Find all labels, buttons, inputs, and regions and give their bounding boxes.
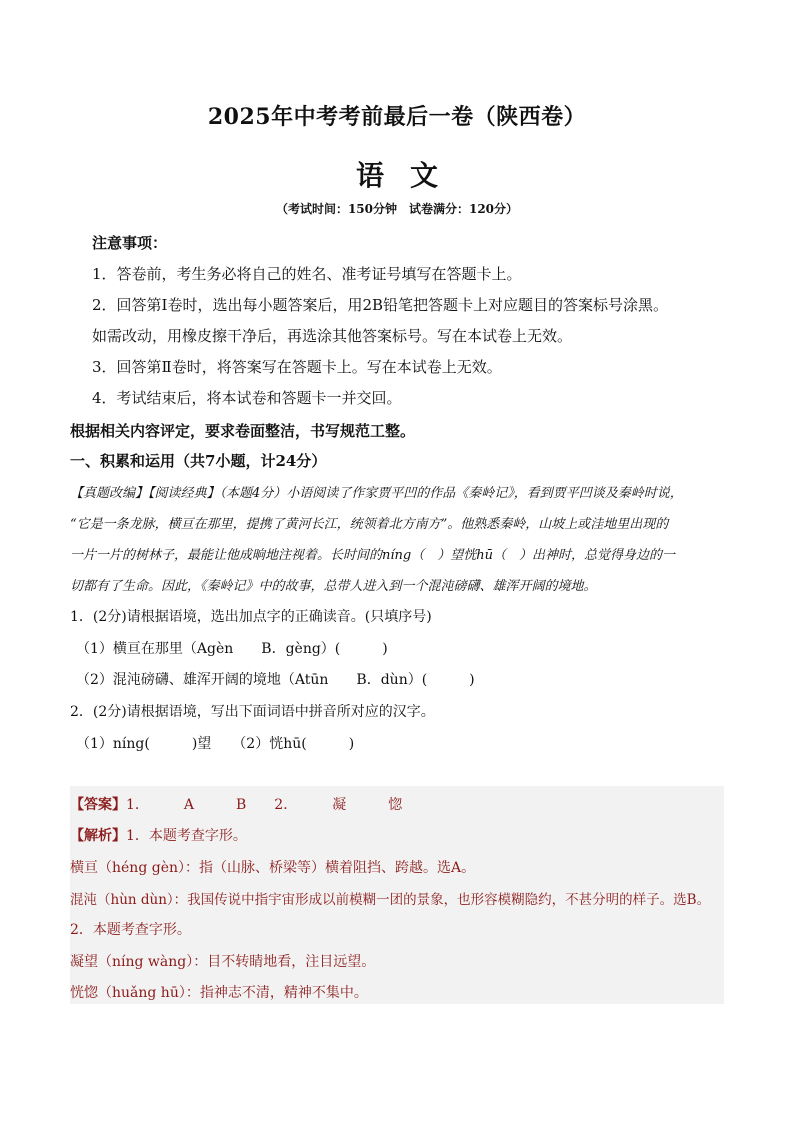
question-1-part-1: （1）横亘在那里（Agèn B．gèng）( ) [76, 641, 388, 657]
notice-heading: 注意事项： [92, 234, 168, 252]
notice-item: 1．答卷前，考生务必将自己的姓名、准考证号填写在答题卡上。 [92, 265, 522, 283]
answer-text: 1． A B 2． 凝 惚 [126, 797, 403, 813]
exam-info: （考试时间：150分钟 试卷满分：120分） [275, 202, 519, 216]
analysis-detail: 横亘（héng gèn）：指（山脉、桥梁等）横着阻挡、跨越。选A。 [70, 860, 476, 876]
analysis-detail: 混沌（hùn dùn）：我国传说中指宇宙形成以前模糊一团的景象，也形容模糊隐约，不甚分明的样子。选B。 [70, 892, 711, 908]
question-1-part-2: （2）混沌磅礴、雄浑开阔的境地（Atūn B．dùn）( ) [76, 672, 475, 688]
analysis-line [70, 825, 247, 845]
analysis-label: 【解析】 [70, 828, 126, 844]
analysis-text: 1．本题考查字形。 [126, 828, 247, 844]
answer-label: 【答案】 [70, 797, 126, 813]
notice-item: 2．回答第Ⅰ卷时，选出每小题答案后，用2B铅笔把答题卡上对应题目的答案标号涂黑。 [92, 296, 669, 314]
section-heading: 一、积累和运用（共7小题，计24分） [70, 452, 327, 470]
analysis-detail: 恍惚（huǎng hū）：指神志不清，精神不集中。 [70, 985, 368, 1001]
notice-item: 3．回答第Ⅱ卷时，将答案写在答题卡上。写在本试卷上无效。 [92, 358, 502, 376]
passage-line: “它是一条龙脉，横亘在那里，提携了黄河长江，统领着北方南方”。他熟悉秦岭，山坡上或洼地里出现的 [70, 517, 669, 532]
question-1: 1．(2分)请根据语境，选出加点字的正确读音。(只填序号) [70, 609, 432, 625]
requirement-text: 根据相关内容评定，要求卷面整洁，书写规范工整。 [70, 422, 416, 440]
passage-line: 【真题改编】【阅读经典】（本题4分）小语阅读了作家贾平凹的作品《秦岭记》，看到贾平凹谈及秦岭时说， [70, 486, 683, 501]
exam-title: 2025年中考考前最后一卷（陕西卷） [207, 104, 587, 130]
question-2: 2．(2分)请根据语境，写出下面词语中拼音所对应的汉字。 [70, 704, 435, 720]
passage-line: 切都有了生命。因此，《秦岭记》中的故事，总带人进入到一个混沌磅礴、雄浑开阔的境地。 [70, 579, 597, 594]
notice-item: 4．考试结束后，将本试卷和答题卡一并交回。 [92, 389, 402, 407]
notice-item: 如需改动，用橡皮擦干净后，再选涂其他答案标号。写在本试卷上无效。 [92, 327, 573, 345]
analysis-detail: 2．本题考查字形。 [70, 922, 191, 938]
analysis-detail: 凝望（níng wàng）：目不转睛地看，注目远望。 [70, 954, 376, 970]
subject-title: 语文 [355, 159, 464, 192]
question-2-parts: （1）níng( )望 （2）恍hū( ) [76, 736, 355, 752]
passage-line: 一片一片的树林子，最能让他成晌地注视着。长时间的níng（ ）望恍hū（ ）出神时，总觉得身边的一 [70, 548, 675, 563]
answer-line [70, 794, 402, 814]
